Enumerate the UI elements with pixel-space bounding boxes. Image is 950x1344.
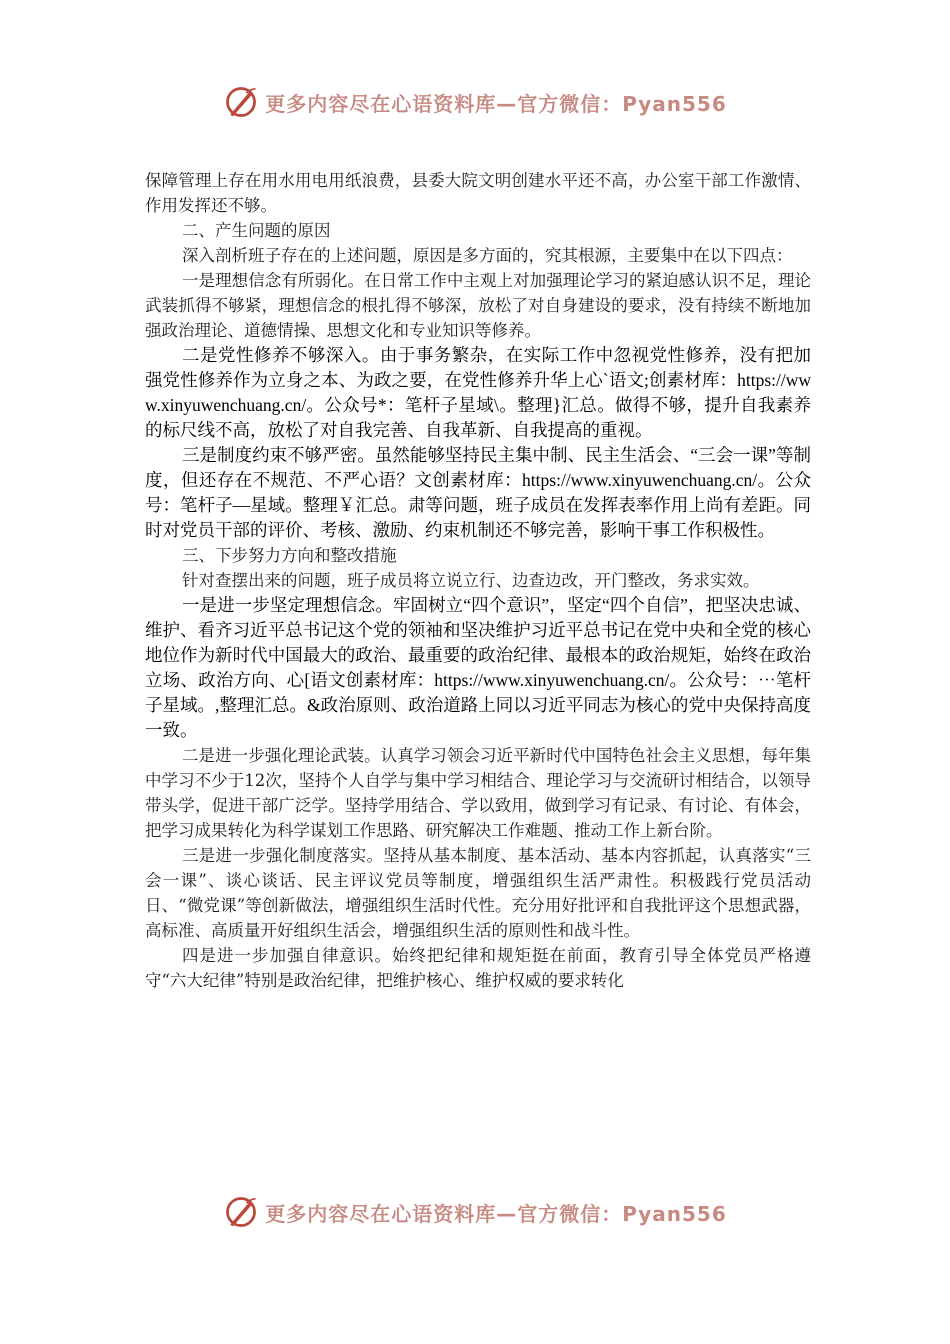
footer-banner-text: 更多内容尽在心语资料库—官方微信：Pyan556 <box>265 1201 727 1226</box>
section-heading: 三、下步努力方向和整改措施 <box>182 546 397 565</box>
paragraph: 保障管理上存在用水用电用纸浪费，县委大院文明创建水平还不高，办公室干部工作激情、作用发挥还不够。 <box>145 171 811 215</box>
section-heading: 二、产生问题的原因 <box>182 221 331 240</box>
paragraph: 一是进一步坚定理想信念。牢固树立“四个意识”，坚定“四个自信”，把坚决忠诚、维护、看齐习近平总书记这个党的领袖和坚决维护习近平总书记在党中央和全党的核心地位作为新时代中国最大的政治、最重要的政治纪律、最根本的政治规矩，始终在政治立场、政治方向、心[语文创素材库：https://www.xinyuwenchuang.cn/。公众号：⋯笔杆子星域。,整理汇总。&政治原则、政治道路上同以习近平同志为核心的党中央保持高度一致。 <box>145 595 811 740</box>
document-body <box>145 168 811 993</box>
paragraph: 三是制度约束不够严密。虽然能够坚持民主集中制、民主生活会、“三会一课”等制度，但还存在不规范、不严心语？文创素材库：https://www.xinyuwenchuang.cn/。公众号：笔杆子—星域。整理￥汇总。肃等问题，班子成员在发挥表率作用上尚有差距。同时对党员干部的评价、考核、激励、约束机制还不够完善，影响干事工作积极性。 <box>145 445 811 540</box>
paragraph: 三是进一步强化制度落实。坚持从基本制度、基本活动、基本内容抓起，认真落实“三会一课”、谈心谈话、民主评议党员等制度，增强组织生活严肃性。积极践行党员活动日、“微党课”等创新做法，增强组织生活时代性。充分用好批评和自我批评这个思想武器，高标准、高质量开好组织生活会，增强组织生活的原则性和战斗性。 <box>145 846 811 940</box>
header-banner-text: 更多内容尽在心语资料库—官方微信：Pyan556 <box>265 91 727 116</box>
paragraph: 一是理想信念有所弱化。在日常工作中主观上对加强理论学习的紧迫感认识不足，理论武装抓得不够紧，理想信念的根扎得不够深，放松了对自身建设的要求，没有持续不断地加强政治理论、道德情操、思想文化和专业知识等修养。 <box>145 271 811 340</box>
footer-banner <box>0 1190 950 1234</box>
paragraph: 二是党性修养不够深入。由于事务繁杂，在实际工作中忽视党性修养，没有把加强党性修养作为立身之本、为政之要，在党性修养升华上心`语文;创素材库：https://www.xinyuwenchuang.cn/。公众号*：笔杆子星域\。整理}汇总。做得不够，提升自我素养的标尺线不高，放松了对自我完善、自我革新、自我提高的重视。 <box>145 345 811 440</box>
pen-logo-icon <box>223 1194 259 1230</box>
paragraph: 深入剖析班子存在的上述问题，原因是多方面的，究其根源，主要集中在以下四点： <box>182 246 793 265</box>
header-banner <box>0 80 950 124</box>
paragraph: 二是进一步强化理论武装。认真学习领会习近平新时代中国特色社会主义思想，每年集中学习不少于12次，坚持个人自学与集中学习相结合、理论学习与交流研讨相结合，以领导带头学，促进干部广泛学。坚持学用结合、学以致用，做到学习有记录、有讨论、有体会，把学习成果转化为科学谋划工作思路、研究解决工作难题、推动工作上新台阶。 <box>145 746 811 840</box>
pen-logo-icon <box>223 84 259 120</box>
paragraph: 针对查摆出来的问题，班子成员将立说立行、边查边改，开门整改，务求实效。 <box>182 571 760 590</box>
paragraph: 四是进一步加强自律意识。始终把纪律和规矩挺在前面，教育引导全体党员严格遵守“六大纪律”特别是政治纪律，把维护核心、维护权威的要求转化 <box>145 946 811 990</box>
